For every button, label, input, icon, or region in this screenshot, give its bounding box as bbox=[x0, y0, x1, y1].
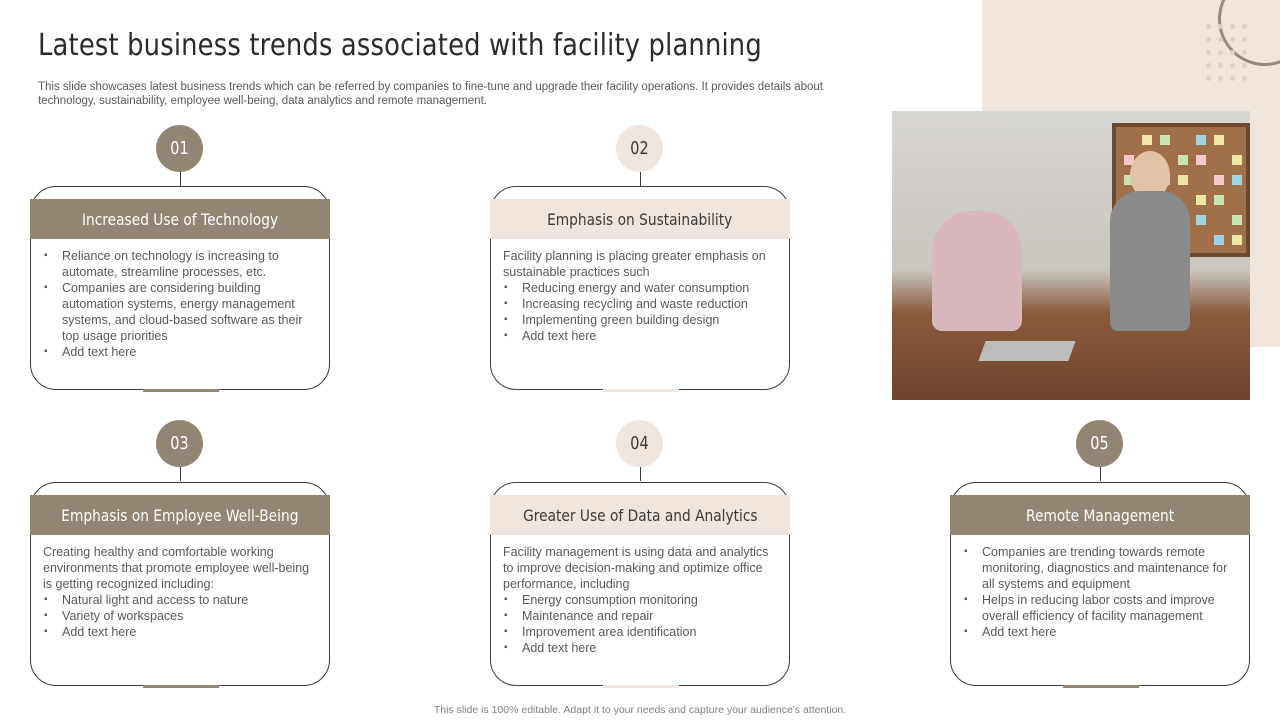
sticky-note bbox=[1214, 175, 1224, 185]
card-body bbox=[963, 544, 1237, 640]
card-intro: Creating healthy and comfortable working environments that promote employee well-being is getting recognized including: bbox=[43, 545, 310, 591]
step-number-02: 02 bbox=[616, 125, 663, 172]
list-item: ▪ Energy consumption monitoring bbox=[503, 592, 777, 608]
list-item: ▪ Implementing green building design bbox=[503, 312, 777, 328]
meeting-photo bbox=[892, 111, 1250, 400]
list-item: ▪ Companies are trending towards remote monitoring, diagnostics and maintenance for all systems and equipment bbox=[963, 544, 1237, 592]
card-intro: Facility planning is placing greater emphasis on sustainable practices such bbox=[503, 249, 766, 279]
sticky-note bbox=[1142, 135, 1152, 145]
card-header: Emphasis on Sustainability bbox=[490, 199, 790, 239]
card-intro: Facility management is using data and analytics to improve decision-making and optimize office performance, including bbox=[503, 545, 769, 591]
list-item: ▪ Improvement area identification bbox=[503, 624, 777, 640]
list-item: ▪ Add text here bbox=[503, 328, 777, 344]
sticky-note bbox=[1232, 235, 1242, 245]
card-header: Greater Use of Data and Analytics bbox=[490, 495, 790, 535]
step-number-04: 04 bbox=[616, 420, 663, 467]
trend-card-analytics bbox=[490, 482, 790, 686]
list-item: ▪ Increasing recycling and waste reduction bbox=[503, 296, 777, 312]
card-body bbox=[503, 248, 777, 344]
sticky-note bbox=[1232, 155, 1242, 165]
card-body bbox=[503, 544, 777, 656]
card-header: Remote Management bbox=[950, 495, 1250, 535]
slide-footer: This slide is 100% editable. Adapt it to your needs and capture your audience's attention. bbox=[433, 704, 847, 716]
list-item: ▪ Add text here bbox=[43, 624, 317, 640]
sticky-note bbox=[1196, 215, 1206, 225]
trend-card-technology bbox=[30, 186, 330, 390]
list-item: ▪ Companies are considering building automation systems, energy management systems, and cloud-based software as their top usage priorities bbox=[43, 280, 317, 344]
sticky-note bbox=[1232, 175, 1242, 185]
slide-subtitle: This slide showcases latest business trends which can be referred by companies to fine-tune and upgrade their facility operations. It provides details about technology, sustainability, employee well-being, data analytics and remote management. bbox=[38, 81, 823, 107]
sticky-note bbox=[1232, 215, 1242, 225]
sticky-note bbox=[1196, 195, 1206, 205]
sticky-note bbox=[1214, 135, 1224, 145]
sticky-note bbox=[1196, 135, 1206, 145]
sticky-note bbox=[1160, 135, 1170, 145]
sticky-note bbox=[1214, 235, 1224, 245]
slide-title: Latest business trends associated with facility planning bbox=[38, 28, 762, 63]
trend-card-wellbeing bbox=[30, 482, 330, 686]
list-item: ▪ Reducing energy and water consumption bbox=[503, 280, 777, 296]
step-number-03: 03 bbox=[156, 420, 203, 467]
list-item: ▪ Natural light and access to nature bbox=[43, 592, 317, 608]
sticky-note bbox=[1178, 175, 1188, 185]
list-item: ▪ Maintenance and repair bbox=[503, 608, 777, 624]
step-number-01: 01 bbox=[156, 125, 203, 172]
card-body bbox=[43, 248, 317, 360]
list-item: ▪ Add text here bbox=[503, 640, 777, 656]
decorative-dots bbox=[1206, 24, 1252, 90]
list-item: ▪ Variety of workspaces bbox=[43, 608, 317, 624]
sticky-note bbox=[1214, 195, 1224, 205]
trend-card-remote bbox=[950, 482, 1250, 686]
list-item: ▪ Helps in reducing labor costs and improve overall efficiency of facility management bbox=[963, 592, 1237, 624]
list-item: ▪ Add text here bbox=[43, 344, 317, 360]
trend-card-sustainability bbox=[490, 186, 790, 390]
card-body bbox=[43, 544, 317, 640]
card-header: Emphasis on Employee Well-Being bbox=[30, 495, 330, 535]
list-item: ▪ Reliance on technology is increasing to automate, streamline processes, etc. bbox=[43, 248, 317, 280]
step-number-05: 05 bbox=[1076, 420, 1123, 467]
sticky-note bbox=[1196, 155, 1206, 165]
list-item: ▪ Add text here bbox=[963, 624, 1237, 640]
card-header: Increased Use of Technology bbox=[30, 199, 330, 239]
sticky-note bbox=[1178, 155, 1188, 165]
